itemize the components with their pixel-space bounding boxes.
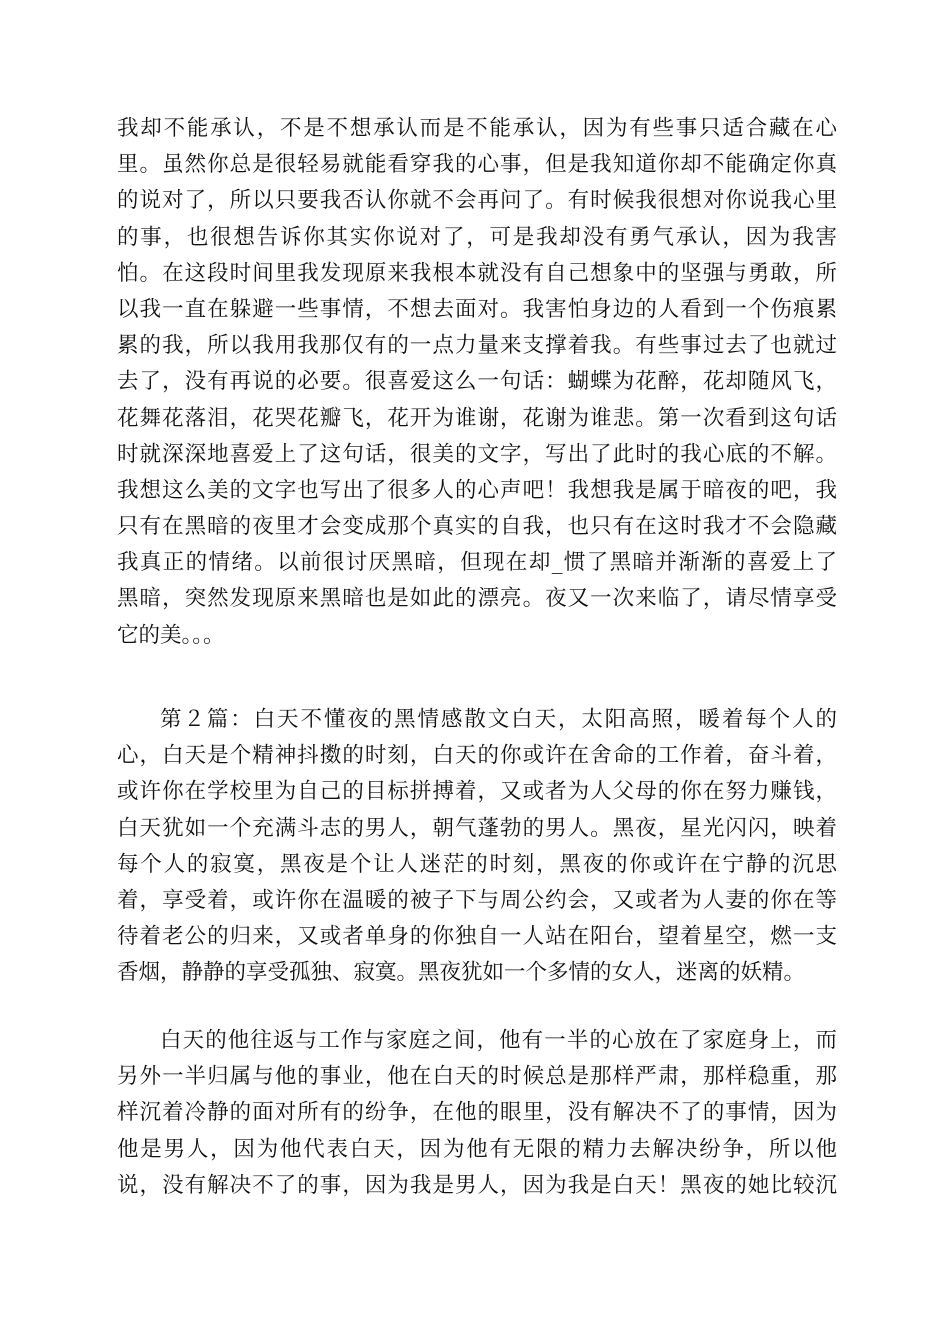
text-line: 白天的他往返与工作与家庭之间，他有一半的心放在了家庭身上，而 [160,1028,837,1053]
text-line: 以我一直在躲避一些事情，不想去面对。我害怕身边的人看到一个伤痕累 [117,296,837,322]
text-line: 另外一半归属与他的事业，他在白天的时候总是那样严肃，那样稳重，那 [117,1064,837,1090]
text-line: 的说对了，所以只要我否认你就不会再问了。有时候我很想对你说我心里 [117,188,837,214]
paragraph [117,111,837,654]
text-line: 着，享受着，或许你在温暖的被子下与周公约会，又或者为人妻的你在等 [117,887,837,913]
text-line: 累的我，所以我用我那仅有的一点力量来支撑着我。有些事过去了也就过 [117,333,837,359]
text-line: 怕。在这段时间里我发现原来我根本就没有自己想象中的坚强与勇敢，所 [117,260,837,286]
text-line: 待着老公的归来，又或者单身的你独自一人站在阳台，望着星空，燃一支 [117,924,837,950]
paragraph [117,702,837,992]
text-line: 只有在黑暗的夜里才会变成那个真实的自我，也只有在这时我才不会隐藏 [117,514,837,540]
text-line: 香烟，静静的享受孤独、寂寞。黑夜犹如一个多情的女人，迷离的妖精。 [117,960,806,986]
text-line: 每个人的寂寞，黑夜是个让人迷茫的时刻，黑夜的你或许在宁静的沉思 [117,851,837,877]
text-line: 我却不能承认，不是不想承认而是不能承认，因为有些事只适合藏在心 [117,116,837,141]
text-line: 黑暗，突然发现原来黑暗也是如此的漂亮。夜又一次来临了，请尽情享受 [117,586,837,612]
text-line: 心，白天是个精神抖擞的时刻，白天的你或许在舍命的工作着，奋斗着， [117,743,837,769]
text-line: 样沉着冷静的面对所有的纷争，在他的眼里，没有解决不了的事情，因为 [117,1100,837,1126]
text-line: 花舞花落泪，花哭花瓣飞，花开为谁谢，花谢为谁悲。第一次看到这句话 [117,405,837,431]
text-line: 说，没有解决不了的事，因为我是男人，因为我是白天！黑夜的她比较沉 [117,1172,837,1198]
text-line: 我真正的情绪。以前很讨厌黑暗，但现在却_惯了黑暗并渐渐的喜爱上了 [117,550,837,576]
paragraph [117,1023,837,1204]
text-line: 或许你在学校里为自己的目标拼搏着，又或者为人父母的你在努力赚钱， [117,779,837,805]
text-line: 第２篇：白天不懂夜的黑情感散文白天，太阳高照，暖着每个人的 [160,707,837,732]
text-line: 的事，也很想告诉你其实你说对了，可是我却没有勇气承认，因为我害 [117,224,837,250]
text-line: 去了，没有再说的必要。很喜爱这么一句话：蝴蝶为花醉，花却随风飞， [117,369,837,395]
text-line: 时就深深地喜爱上了这句话，很美的文字，写出了此时的我心底的不解。 [117,441,837,467]
text-line: 它的美。。。 [117,622,225,648]
text-line: 他是男人，因为他代表白天，因为他有无限的精力去解决纷争，所以他 [117,1136,837,1162]
text-line: 里。虽然你总是很轻易就能看穿我的心事，但是我知道你却不能确定你真 [117,152,837,178]
text-line: 白天犹如一个充满斗志的男人，朝气蓬勃的男人。黑夜，星光闪闪，映着 [117,815,837,841]
text-line: 我想这么美的文字也写出了很多人的心声吧！我想我是属于暗夜的吧，我 [117,477,837,503]
